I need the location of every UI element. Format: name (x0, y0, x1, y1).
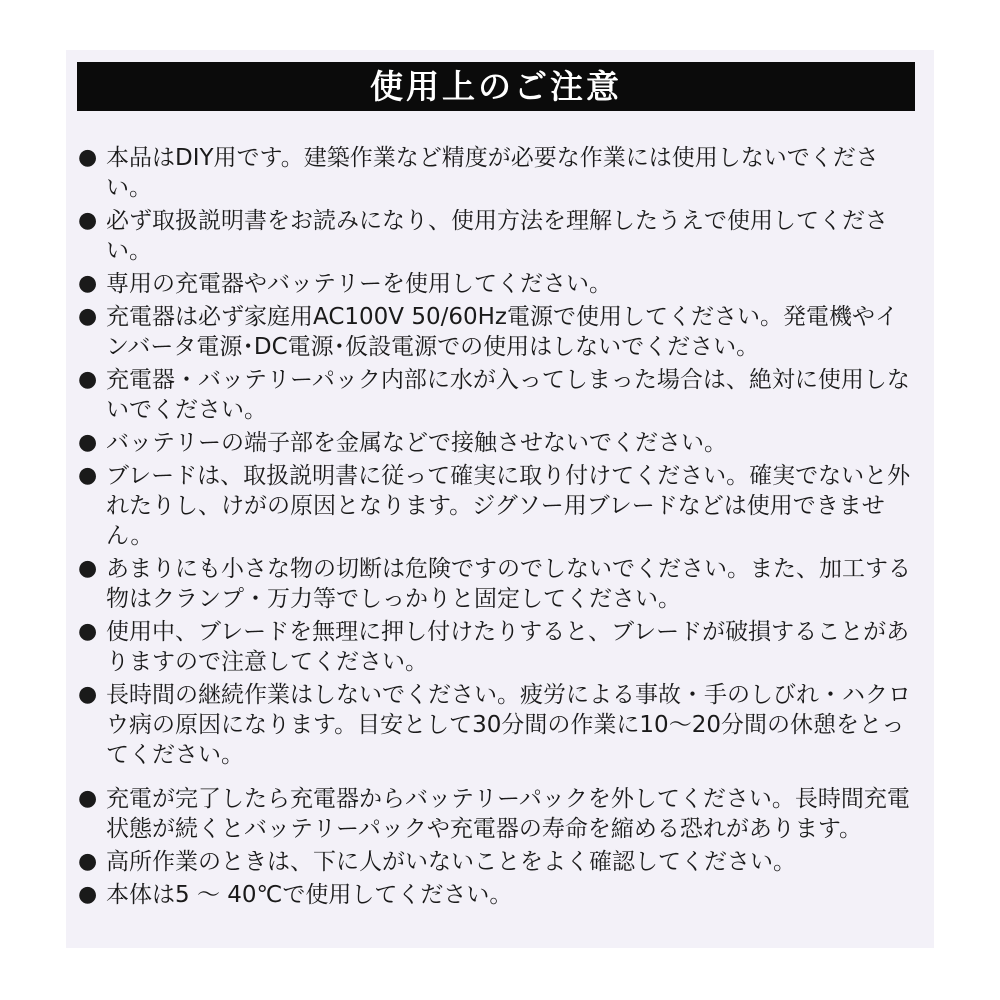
caution-text: 使用中、ブレードを無理に押し付けたりすると、ブレードが破損することがありますので注意してください。 (106, 619, 910, 675)
caution-text: 充電器は必ず家庭用AC100V 50/60Hz電源で使用してください。発電機やインバータ電源･DC電源･仮設電源での使用はしないでください。 (106, 304, 898, 360)
caution-item-terminals (78, 428, 918, 458)
caution-item-manual (78, 206, 918, 266)
caution-text: 充電が完了したら充電器からバッテリーパックを外してください。長時間充電状態が続くとバッテリーパックや充電器の寿命を縮める恐れがあります。 (106, 786, 910, 842)
caution-text: 本品はDIY用です。建築作業など精度が必要な作業には使用しないでください。 (106, 145, 879, 201)
caution-item-blade-pressure (78, 617, 918, 677)
caution-item-heights (78, 847, 918, 877)
bullet-icon: ● (78, 556, 98, 581)
caution-item-diy (78, 143, 918, 203)
bullet-icon: ● (78, 145, 98, 170)
bullet-icon: ● (78, 619, 98, 644)
caution-text: 充電器・バッテリーパック内部に水が入ってしまった場合は、絶対に使用しないでください。 (106, 367, 910, 423)
bullet-icon: ● (78, 786, 98, 811)
caution-text: 本体は5 ～ 40℃で使用してください。 (106, 882, 513, 908)
caution-text: 専用の充電器やバッテリーを使用してください。 (106, 271, 612, 297)
bullet-icon: ● (78, 271, 98, 296)
caution-item-continuous-work (78, 680, 918, 770)
caution-text: ブレードは、取扱説明書に従って確実に取り付けてください。確実でないと外れたりし、けがの原因となります。ジグソー用ブレードなどは使用できません。 (106, 463, 911, 549)
caution-item-temperature (78, 880, 918, 910)
bullet-icon: ● (78, 430, 98, 455)
caution-item-blade (78, 461, 918, 551)
caution-item-power-source (78, 302, 918, 362)
bullet-icon: ● (78, 367, 98, 392)
bullet-icon: ● (78, 682, 98, 707)
caution-text: 必ず取扱説明書をお読みになり、使用方法を理解したうえで使用してください。 (106, 208, 888, 264)
caution-text: あまりにも小さな物の切断は危険ですのでしないでください。また、加工する物はクランプ・万力等でしっかりと固定してください。 (106, 556, 911, 612)
bullet-icon: ● (78, 882, 98, 907)
caution-item-water (78, 365, 918, 425)
caution-text: 高所作業のときは、下に人がいないことをよく確認してください。 (106, 849, 796, 875)
title-bar (77, 62, 915, 111)
caution-item-charger (78, 269, 918, 299)
page-title: 使用上のご注意 (370, 67, 622, 106)
caution-item-small-objects (78, 554, 918, 614)
caution-list (78, 143, 918, 913)
bullet-icon: ● (78, 304, 98, 329)
bullet-icon: ● (78, 849, 98, 874)
caution-text: 長時間の継続作業はしないでください。疲労による事故・手のしびれ・ハクロウ病の原因になります。目安として30分間の作業に10～20分間の休憩をとってください。 (106, 682, 911, 768)
caution-item-charging (78, 784, 918, 844)
caution-text: バッテリーの端子部を金属などで接触させないでください。 (106, 430, 727, 456)
bullet-icon: ● (78, 208, 98, 233)
bullet-icon: ● (78, 463, 98, 488)
